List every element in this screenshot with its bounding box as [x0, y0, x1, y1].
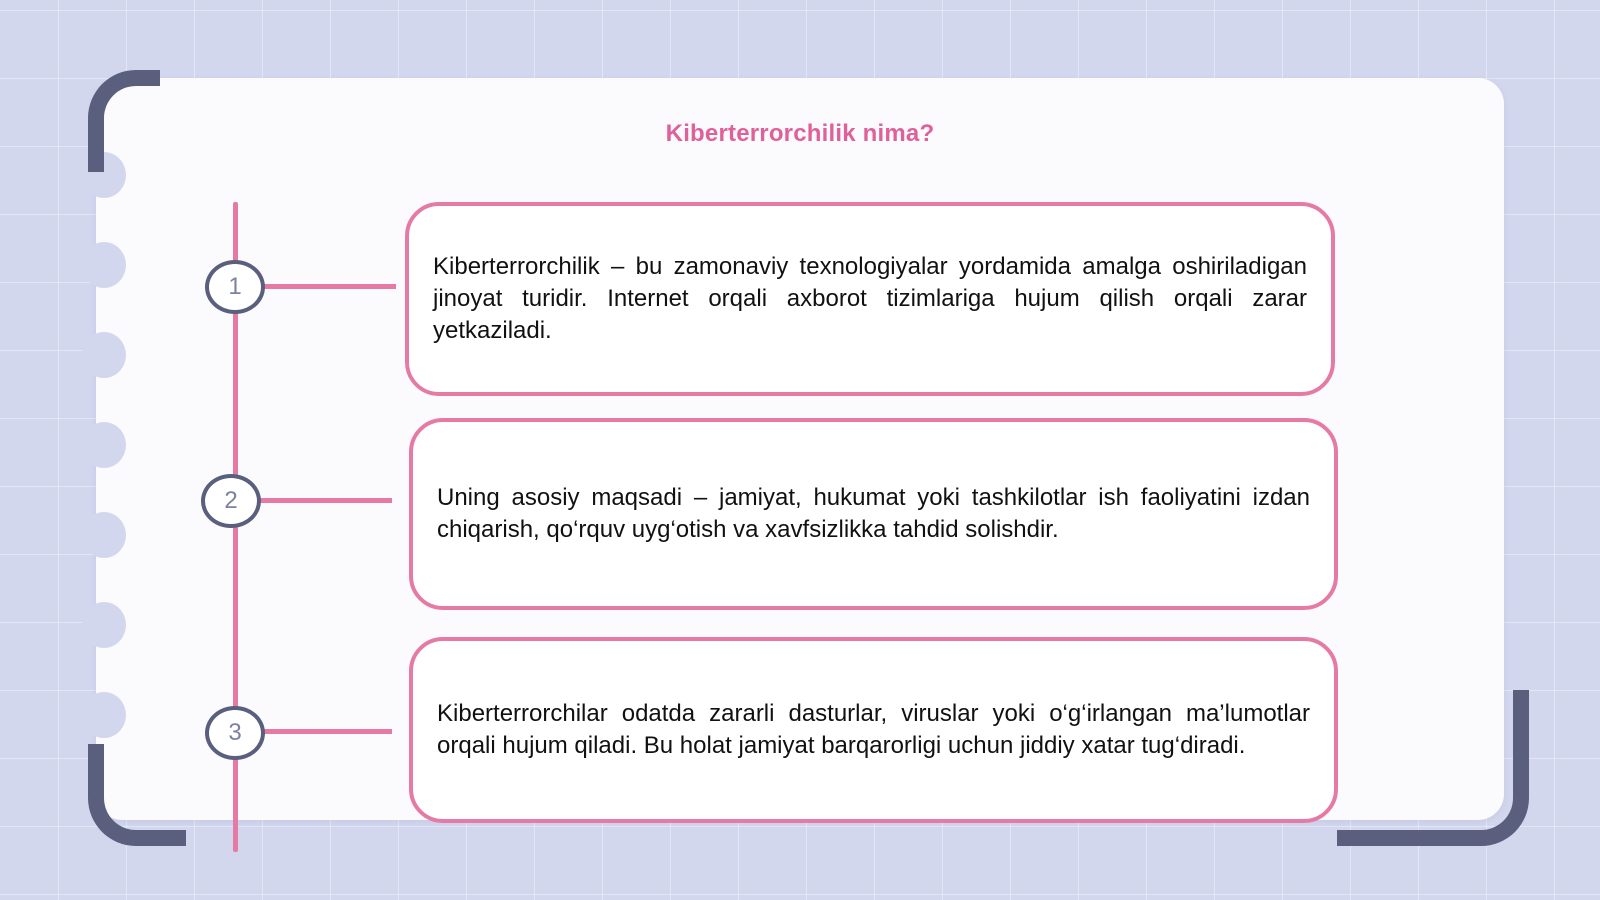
info-card-text: Uning asosiy maqsadi – jamiyat, hukumat yoki tashkilotlar ish faoliyatini izdan chiqarish, qo‘rquv uyg‘otish va xavfsizlikka tahdid solishdir.	[437, 484, 1310, 543]
binder-notch	[82, 602, 126, 648]
binder-notch	[82, 422, 126, 468]
info-card-2	[409, 418, 1338, 610]
timeline-connector-1	[264, 284, 396, 289]
frame-corner-bottom-left	[88, 744, 186, 846]
info-card-text: Kiberterrorchilar odatda zararli dasturlar, viruslar yoki o‘g‘irlangan ma’lumotlar orqali hujum qiladi. Bu holat jamiyat barqarorligi uchun jiddiy xatar tug‘diradi.	[437, 700, 1310, 759]
binder-notch	[82, 332, 126, 378]
info-card-3	[409, 637, 1338, 823]
frame-corner-bottom-right	[1337, 690, 1529, 846]
info-card-1	[405, 202, 1335, 396]
binder-notch	[82, 512, 126, 558]
slide-title: Kiberterrorchilik nima?	[665, 120, 935, 147]
timeline-node-1: 1	[205, 260, 265, 314]
timeline-connector-3	[264, 729, 392, 734]
timeline-connector-2	[260, 498, 392, 503]
binder-notch	[82, 692, 126, 738]
timeline-node-2: 2	[201, 474, 261, 528]
info-card-text: Kiberterrorchilik – bu zamonaviy texnologiyalar yordamida amalga oshiriladigan jinoyat turidir. Internet orqali axborot tizimlariga hujum qilish orqali zarar yetkaziladi.	[433, 253, 1307, 344]
timeline-node-3: 3	[205, 706, 265, 760]
binder-notch	[82, 242, 126, 288]
